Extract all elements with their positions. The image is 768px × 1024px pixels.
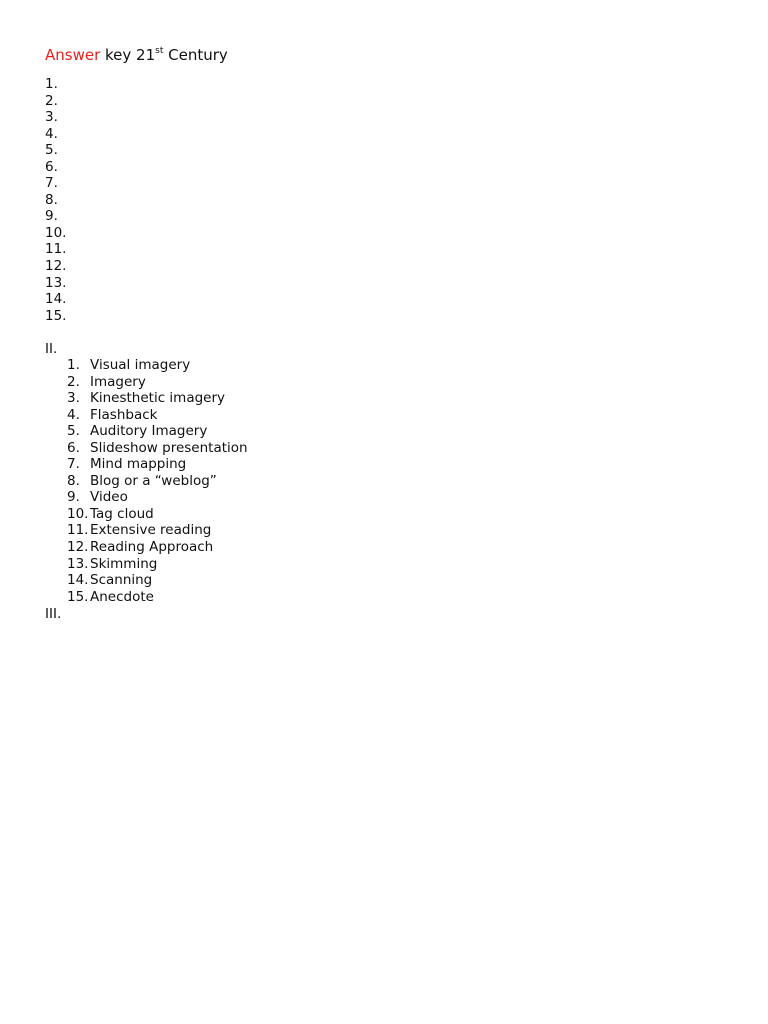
list-item-text: Flashback <box>90 406 158 423</box>
part-one-item: 6. <box>45 158 58 175</box>
part-two-list <box>67 357 248 605</box>
list-item-text: Tag cloud <box>90 505 154 522</box>
list-item <box>67 556 248 573</box>
list-item-number: 9. <box>67 489 80 506</box>
list-item-text: Skimming <box>90 555 158 572</box>
list-item <box>67 423 248 440</box>
list-item <box>67 539 248 556</box>
part-one-item: 4. <box>45 125 58 142</box>
list-item-text: Kinesthetic imagery <box>90 390 225 407</box>
list-item <box>67 489 248 506</box>
page-title <box>45 46 228 64</box>
part-one-item: 13. <box>45 274 67 291</box>
list-item-text: Scanning <box>90 572 153 589</box>
list-item <box>67 522 248 539</box>
list-item-number: 8. <box>67 472 80 489</box>
list-item-text: Mind mapping <box>90 456 187 473</box>
part-one-item: 7. <box>45 175 58 192</box>
part-one-item: 14. <box>45 291 67 308</box>
part-one-item: 5. <box>45 142 58 159</box>
list-item <box>67 589 248 606</box>
list-item-text: Auditory Imagery <box>90 423 208 440</box>
part-one-item: 2. <box>45 92 58 109</box>
list-item-text: Slideshow presentation <box>90 439 248 456</box>
list-item <box>67 390 248 407</box>
list-item-number: 1. <box>67 357 80 373</box>
list-item-number: 12. <box>67 539 89 556</box>
title-accent-word: Answer <box>45 46 101 64</box>
list-item-number: 2. <box>67 373 80 390</box>
list-item-number: 6. <box>67 439 80 456</box>
part-one-item: 12. <box>45 258 67 275</box>
list-item-text: Anecdote <box>90 588 154 605</box>
list-item-text: Imagery <box>90 373 146 390</box>
list-item-number: 10. <box>67 505 89 522</box>
part-one-item: 1. <box>45 76 58 92</box>
list-item-number: 11. <box>67 522 89 539</box>
list-item <box>67 357 248 374</box>
list-item <box>67 456 248 473</box>
part-one-list <box>45 76 66 324</box>
list-item-text: Blog or a “weblog” <box>90 472 217 489</box>
list-item <box>67 407 248 424</box>
part-one-item: 9. <box>45 208 58 225</box>
part-two-heading: II. <box>45 341 58 357</box>
list-item <box>67 572 248 589</box>
part-one-item: 10. <box>45 224 67 241</box>
list-item-text: Video <box>90 489 128 506</box>
list-item-number: 15. <box>67 588 89 605</box>
list-item <box>67 440 248 457</box>
list-item-number: 7. <box>67 456 80 473</box>
list-item <box>67 506 248 523</box>
list-item <box>67 473 248 490</box>
part-one-item: 8. <box>45 191 58 208</box>
part-three-heading: III. <box>45 606 62 622</box>
part-one-item: 11. <box>45 241 67 258</box>
part-one-item: 3. <box>45 109 58 126</box>
title-text: key 21 <box>100 46 156 64</box>
title-superscript: st <box>155 46 164 56</box>
list-item-number: 13. <box>67 555 89 572</box>
list-item-number: 4. <box>67 406 80 423</box>
list-item-number: 5. <box>67 423 80 440</box>
list-item-text: Visual imagery <box>90 357 191 373</box>
title-text-end: Century <box>163 46 228 64</box>
list-item-number: 14. <box>67 572 89 589</box>
part-one-item: 15. <box>45 307 67 324</box>
list-item-text: Reading Approach <box>90 539 214 556</box>
list-item <box>67 374 248 391</box>
list-item-text: Extensive reading <box>90 522 212 539</box>
list-item-number: 3. <box>67 390 80 407</box>
